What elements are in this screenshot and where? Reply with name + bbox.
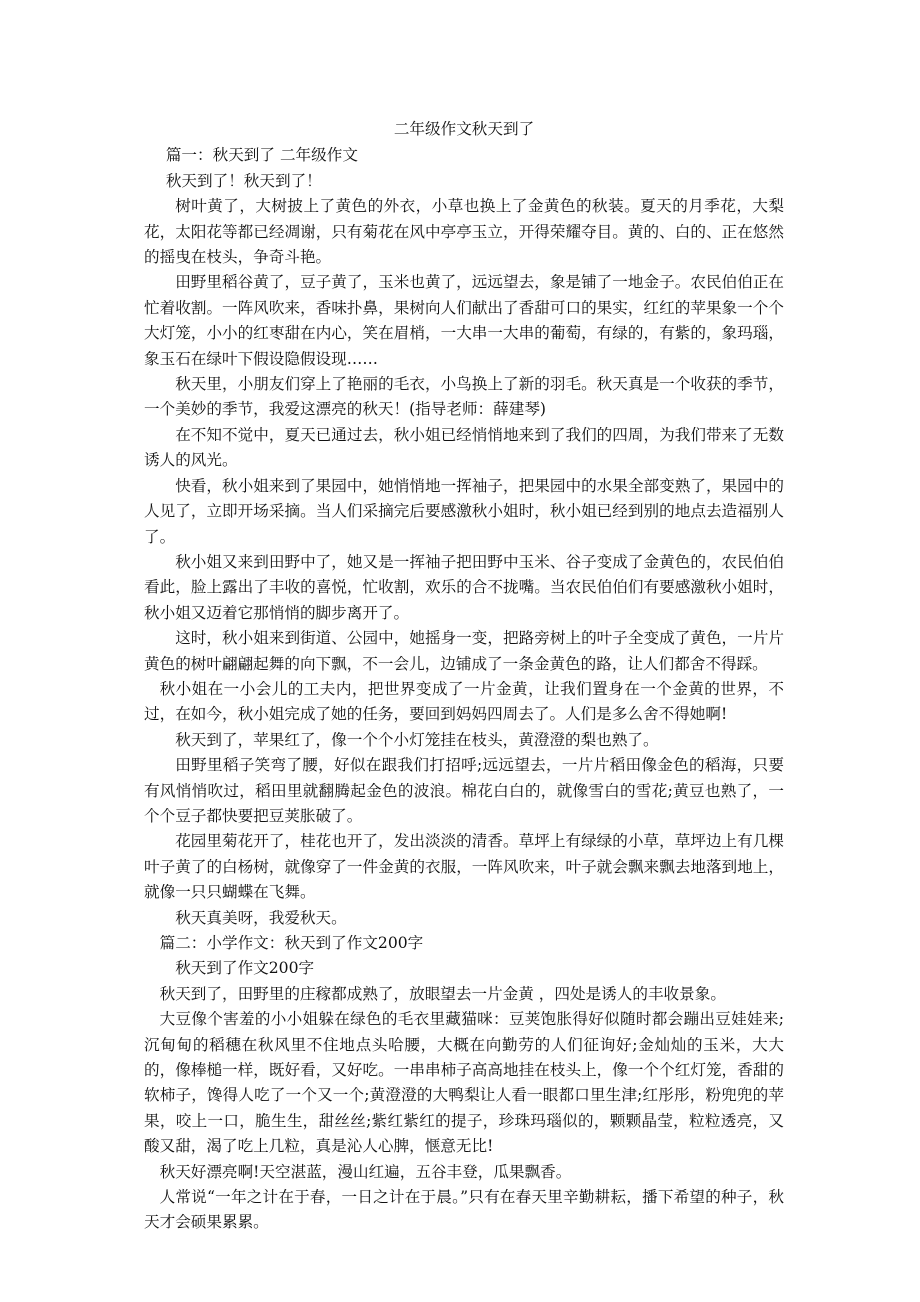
section-heading: 篇二：小学作文：秋天到了作文200字 xyxy=(159,934,424,952)
document-page xyxy=(144,117,784,1236)
paragraph: 篇一：秋天到了 二年级作文 xyxy=(165,146,358,165)
document-title: 二年级作文秋天到了 xyxy=(393,120,535,138)
paragraph: 秋小姐在一小会儿的工夫内，把世界变成了一片金黄，让我们置身在一个金黄的世界，不过，在如今，秋小姐完成了她的任务，要回到妈妈四周去了。人们是多么舍不得她啊! xyxy=(144,679,784,724)
document-body xyxy=(144,143,784,1235)
paragraph: 人常说“一年之计在于春，一日之计在于晨。”只有在春天里辛勤耕耘，播下希望的种子，秋天才会硕果累累。 xyxy=(144,1188,784,1232)
paragraph: 在不知不觉中，夏天已通过去，秋小姐已经悄悄地来到了我们的四周，为我们带来了无数诱人的风光。 xyxy=(144,425,784,470)
paragraph: 秋天里，小朋友们穿上了艳丽的毛衣，小鸟换上了新的羽毛。秋天真是一个收获的季节，一个美妙的季节，我爱这漂亮的秋天！(指导老师：薛建琴) xyxy=(144,375,784,419)
paragraph: 这时，秋小姐来到街道、公园中，她摇身一变，把路旁树上的叶子全变成了黄色，一片片黄色的树叶翩翩起舞的向下飘，不一会儿，边铺成了一条金黄色的路，让人们都舍不得踩。 xyxy=(144,629,784,673)
paragraph: 秋天到了，田野里的庄稼都成熟了，放眼望去一片金黄 ，四处是诱人的丰收景象。 xyxy=(159,984,726,1003)
paragraph: 秋天到了作文200字 xyxy=(175,959,315,978)
paragraph: 大豆像个害羞的小小姐躲在绿色的毛衣里藏猫咪：豆荚饱胀得好似随时都会蹦出豆娃娃来;沉甸甸的稻穗在秋风里不住地点头哈腰，大概在向勤劳的人们征询好;金灿灿的玉米，大大的，像棒槌一样，既好看，又好吃。一串串柿子高高地挂在枝头上，像一个个红灯笼，香甜的软柿子，馋得人吃了一个又一个;黄澄澄的大鸭梨让人看一眼都口里生津;红彤彤，粉兜兜的苹果，咬上一口，脆生生，甜丝丝;紫红紫红的提子，珍珠玛瑙似的，颗颗晶莹，粒粒透亮，又酸又甜，渴了吃上几粒，真是沁人心脾，惬意无比! xyxy=(144,1010,784,1156)
paragraph: 田野里稻谷黄了，豆子黄了，玉米也黄了，远远望去，象是铺了一地金子。农民伯伯正在忙着收割。一阵风吹来，香味扑鼻，果树向人们献出了香甜可口的果实，红红的苹果象一个个大灯笼，小小的红枣甜在内心，笑在眉梢，一大串一大串的葡萄，有绿的，有紫的，象玛瑙，象玉石在绿叶下假设隐假设现…… xyxy=(144,273,784,368)
paragraph: 树叶黄了，大树披上了黄色的外衣，小草也换上了金黄色的秋装。夏天的月季花，大梨花，太阳花等都已经凋谢，只有菊花在风中亭亭玉立，开得荣耀夺目。黄的、白的、正在悠然的摇曳在枝头，争奇斗艳。 xyxy=(144,197,784,267)
paragraph: 田野里稻子笑弯了腰，好似在跟我们打招呼;远远望去，一片片稻田像金色的稻海，只要有风悄悄吹过，稻田里就翻腾起金色的波浪。棉花白白的，就像雪白的雪花;黄豆也熟了，一个个豆子都快要把豆荚胀破了。 xyxy=(144,756,784,825)
paragraph: 秋天到了！秋天到了！ xyxy=(165,171,322,190)
paragraph: 秋小姐又来到田野中了，她又是一挥袖子把田野中玉米、谷子变成了金黄色的，农民伯伯看此，脸上露出了丰收的喜悦，忙收割，欢乐的合不拢嘴。当农民伯伯们有要感激秋小姐时，秋小姐又迈着它那悄悄的脚步离开了。 xyxy=(144,552,784,622)
paragraph: 秋天到了，苹果红了，像一个个小灯笼挂在枝头，黄澄澄的梨也熟了。 xyxy=(175,730,659,749)
paragraph: 快看，秋小姐来到了果园中，她悄悄地一挥袖子，把果园中的水果全部变熟了，果园中的人见了，立即开场采摘。当人们采摘完后要感激秋小姐时，秋小姐已经到别的地点去造福别人了。 xyxy=(144,476,784,546)
paragraph: 花园里菊花开了，桂花也开了，发出淡淡的清香。草坪上有绿绿的小草，草坪边上有几棵叶子黄了的白杨树，就像穿了一件金黄的衣服，一阵风吹来，叶子就会飘来飘去地落到地上，就像一只只蝴蝶在飞舞。 xyxy=(144,832,784,902)
paragraph: 秋天好漂亮啊!天空湛蓝，漫山红遍，五谷丰登，瓜果飘香。 xyxy=(159,1162,572,1181)
paragraph: 秋天真美呀，我爱秋天。 xyxy=(175,908,347,927)
